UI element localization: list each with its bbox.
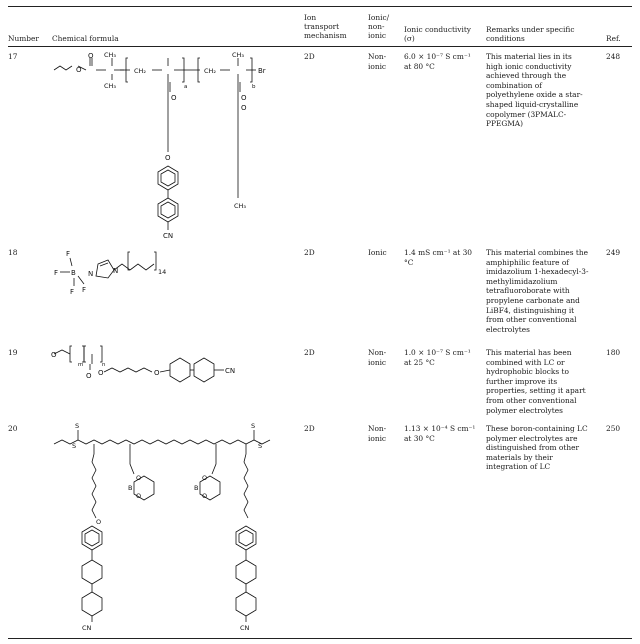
formula-17-label: O: [241, 94, 247, 102]
row-20-formula: [50, 414, 300, 636]
row-20-ionic: Non-ionic: [368, 424, 387, 443]
table-top-rule: [8, 6, 632, 7]
table-bottom-rule: [8, 638, 632, 639]
formula-20-label: O: [202, 492, 208, 500]
formula-19-label: O: [51, 351, 57, 359]
row-18-ref: 249: [606, 248, 621, 257]
formula-18-label: N: [113, 267, 119, 275]
row-18-formula: [50, 244, 190, 306]
formula-20-label: B: [194, 484, 199, 492]
row-19-ionic: Non-ionic: [368, 348, 387, 367]
formula-20-label: O: [136, 492, 142, 500]
formula-17-label: O: [171, 94, 177, 102]
formula-17-label: O: [165, 154, 171, 162]
header-rule: [8, 46, 632, 47]
formula-17-label: CH₂: [134, 67, 147, 75]
formula-20-label: S: [75, 422, 80, 430]
formula-18-label: B: [71, 269, 76, 277]
header-ref: Ref.: [606, 34, 621, 43]
row-17-mechanism: 2D: [304, 52, 315, 61]
formula-17-label: CH₃: [234, 202, 247, 210]
formula-17-label: Br: [258, 67, 266, 75]
formula-19-label: O: [154, 369, 160, 377]
formula-18-label: N: [88, 270, 94, 278]
row-20-ref: 250: [606, 424, 621, 433]
formula-18-label: 14: [158, 268, 167, 276]
formula-17-label: b: [252, 84, 256, 90]
formula-17-label: CH₃: [232, 51, 245, 59]
row-20-remarks: These boron-containing LC polymer electrolytes are distinguished from other materials by their integration of LC: [486, 424, 588, 472]
formula-19-label: O: [98, 369, 104, 377]
formula-20-label: CN: [240, 624, 250, 632]
formula-20-label: O: [136, 474, 142, 482]
row-17-remarks: This material lies in its high ionic conductivity achieved through the combination of polyethylene oxide a star-shaped liquid-crystalline copolymer (3PMALC-PPEGMA): [486, 52, 583, 129]
formula-18-label: F: [54, 269, 59, 277]
row-19-number: 19: [8, 348, 18, 357]
row-20-number: 20: [8, 424, 18, 433]
formula-19-label: m: [78, 362, 84, 368]
formula-17-label: O: [76, 66, 82, 74]
formula-19-label: O: [86, 372, 92, 380]
row-19-remarks: This material has been combined with LC or hydrophobic blocks to further improve its properties, setting it apart from other conventional polymer electrolytes: [486, 348, 586, 415]
row-17-ionic: Non-ionic: [368, 52, 387, 71]
formula-17-label: CH₃: [104, 51, 117, 59]
formula-18-label: F: [70, 288, 75, 296]
row-17-ref: 248: [606, 52, 621, 61]
row-19-mechanism: 2D: [304, 348, 315, 357]
formula-19-label: n: [102, 362, 106, 368]
formula-20-label: B: [128, 484, 133, 492]
row-18-mechanism: 2D: [304, 248, 315, 257]
formula-17-label: CH₂: [204, 67, 217, 75]
formula-17-label: CN: [163, 232, 174, 240]
formula-20-label: S: [258, 442, 263, 450]
row-19-conductivity: 1.0 × 10⁻⁷ S cm⁻¹ at 25 °C: [404, 348, 471, 367]
header-ionic: Ionic/ non-ionic: [368, 13, 390, 40]
row-17-formula: [50, 48, 300, 242]
formula-18-label: F: [66, 250, 71, 258]
formula-17-label: O: [88, 52, 94, 60]
header-conductivity: Ionic conductivity (σ): [404, 25, 471, 43]
row-19-formula: [50, 342, 260, 396]
formula-20-label: O: [96, 518, 102, 526]
formula-17-label: O: [241, 104, 247, 112]
row-18-conductivity: 1.4 mS cm⁻¹ at 30 °C: [404, 248, 473, 267]
row-18-remarks: This material combines the amphiphilic feature of imidazolium 1-hexadecyl-3-methylimidazolium tetrafluoroborate with propylene carbonate and LiBF4, distinguishing it from other conventional electrolytes: [486, 248, 589, 334]
formula-17-label: CH₃: [104, 82, 117, 90]
formula-19-label: CN: [225, 367, 236, 375]
formula-20-label: S: [72, 442, 77, 450]
formula-20-label: S: [251, 422, 256, 430]
row-20-mechanism: 2D: [304, 424, 315, 433]
row-20-conductivity: 1.13 × 10⁻⁴ S cm⁻¹ at 30 °C: [404, 424, 476, 443]
formula-20-label: CN: [82, 624, 92, 632]
header-ion-transport: Ion transport mechanism: [304, 13, 347, 40]
header-formula: Chemical formula: [52, 34, 119, 43]
row-17-conductivity: 6.0 × 10⁻⁷ S cm⁻¹ at 80 °C: [404, 52, 471, 71]
row-17-number: 17: [8, 52, 18, 61]
formula-17-label: a: [184, 84, 188, 90]
formula-18-label: F: [82, 286, 87, 294]
header-remarks: Remarks under specific conditions: [486, 25, 575, 43]
row-18-number: 18: [8, 248, 18, 257]
row-18-ionic: Ionic: [368, 248, 387, 257]
header-number: Number: [8, 34, 39, 43]
row-19-ref: 180: [606, 348, 621, 357]
formula-20-label: O: [202, 474, 208, 482]
